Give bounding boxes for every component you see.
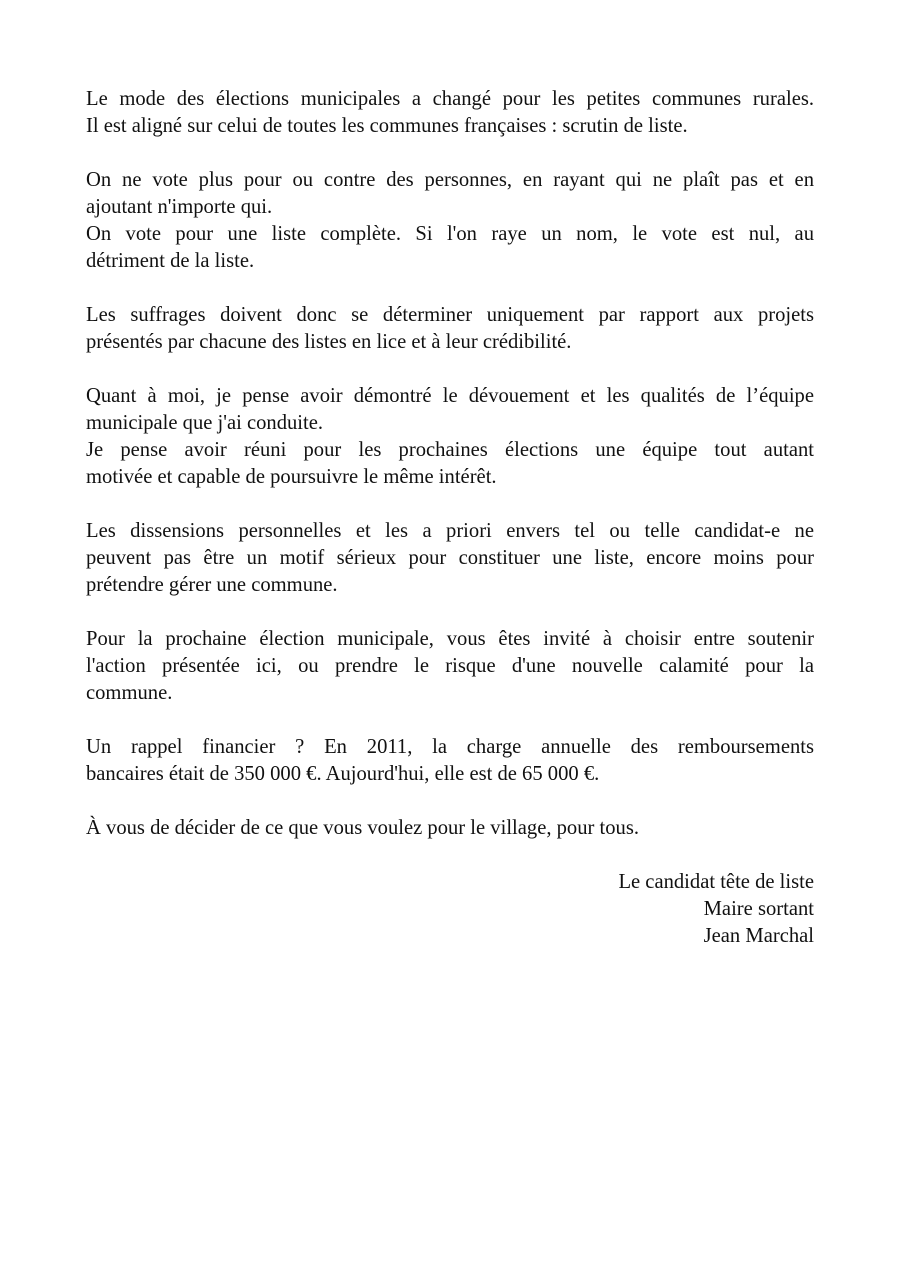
text-line: bancaires était de 350 000 €. Aujourd'hui, elle est de 65 000 €. [86, 763, 600, 785]
paragraph-voting-rules [86, 167, 814, 275]
text-line: commune. [86, 682, 173, 704]
letter-page [86, 86, 814, 950]
text-line: prétendre gérer une commune. [86, 574, 338, 596]
paragraph-dissensions [86, 518, 814, 599]
text-line: Un rappel financier ? En 2011, la charge annuelle des remboursements [86, 736, 814, 758]
text-line: Le mode des élections municipales a changé pour les petites communes rurales. [86, 88, 814, 110]
text-line: détriment de la liste. [86, 250, 255, 272]
text-line: ajoutant n'importe qui. [86, 196, 273, 218]
signature-name: Jean Marchal [703, 925, 814, 947]
signature-role: Le candidat tête de liste [618, 871, 814, 893]
text-line: Les dissensions personnelles et les a priori envers tel ou telle candidat-e ne [86, 520, 814, 542]
paragraph-next-election [86, 626, 814, 707]
paragraph-closing [86, 815, 814, 842]
paragraph-financial-reminder [86, 734, 814, 788]
signature-title: Maire sortant [703, 898, 814, 920]
text-line: peuvent pas être un motif sérieux pour constituer une liste, encore moins pour [86, 547, 814, 569]
text-line: municipale que j'ai conduite. [86, 412, 324, 434]
text-line: On ne vote plus pour ou contre des personnes, en rayant qui ne plaît pas et en [86, 169, 814, 191]
text-line: Il est aligné sur celui de toutes les communes françaises : scrutin de liste. [86, 115, 688, 137]
text-line: motivée et capable de poursuivre le même intérêt. [86, 466, 497, 488]
paragraph-suffrages [86, 302, 814, 356]
text-line: Quant à moi, je pense avoir démontré le dévouement et les qualités de l’équipe [86, 385, 814, 407]
paragraph-team [86, 383, 814, 491]
text-line: présentés par chacune des listes en lice et à leur crédibilité. [86, 331, 572, 353]
text-line: On vote pour une liste complète. Si l'on raye un nom, le vote est nul, au [86, 223, 814, 245]
paragraph-election-mode [86, 86, 814, 140]
text-line: Je pense avoir réuni pour les prochaines élections une équipe tout autant [86, 439, 814, 461]
text-line: À vous de décider de ce que vous voulez pour le village, pour tous. [86, 817, 640, 839]
text-line: Pour la prochaine élection municipale, vous êtes invité à choisir entre soutenir [86, 628, 814, 650]
text-line: l'action présentée ici, ou prendre le risque d'une nouvelle calamité pour la [86, 655, 814, 677]
signature-block [86, 869, 814, 950]
text-line: Les suffrages doivent donc se déterminer uniquement par rapport aux projets [86, 304, 814, 326]
